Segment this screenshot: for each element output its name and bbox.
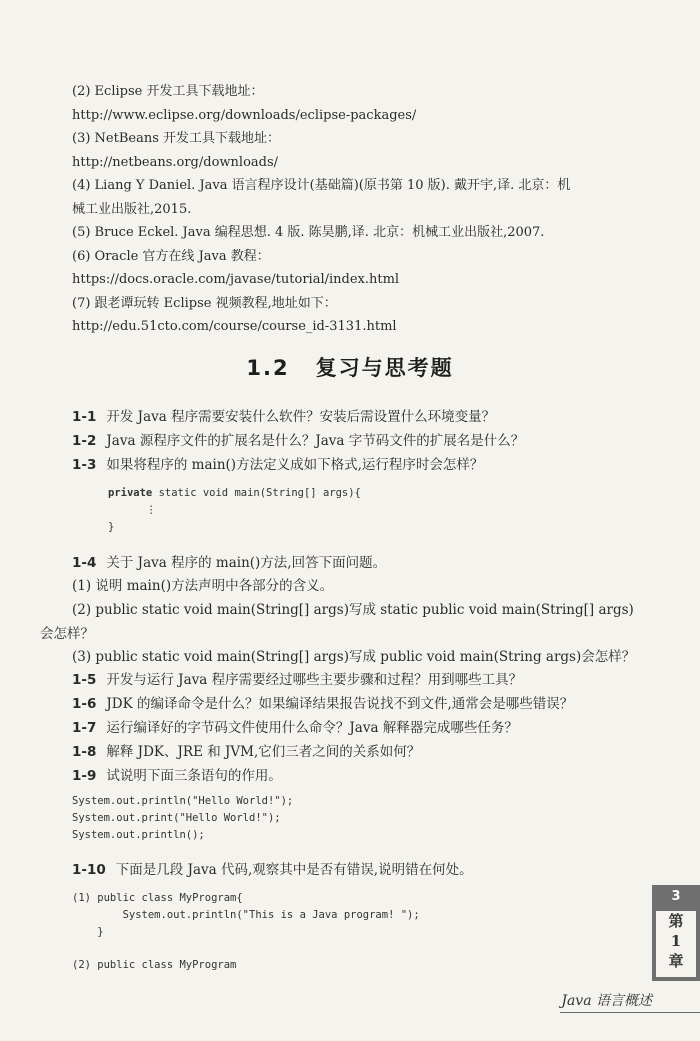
code-line: System.out.println("This is a Java program! "); (72, 909, 420, 921)
chapter-label-char: 第 (668, 912, 684, 930)
question-text: 试说明下面三条语句的作用。 (106, 768, 282, 784)
reference-url: http://www.eclipse.org/downloads/eclipse-packages/ (72, 107, 417, 123)
question-item (72, 668, 522, 688)
code-line: System.out.println("Hello World!"); (72, 795, 294, 807)
question-number: 1-3 (72, 457, 97, 473)
code-block (72, 890, 420, 941)
question-item (72, 764, 282, 784)
footer-rule (560, 1012, 700, 1013)
question-text: Java 源程序文件的扩展名是什么？Java 字节码文件的扩展名是什么？ (106, 433, 525, 449)
section-number: 1.2 (246, 356, 290, 380)
code-line: (1) public class MyProgram{ (72, 892, 243, 904)
question-item (72, 405, 495, 425)
code-keyword: private (108, 487, 153, 499)
running-footer: Java 语言概述 (561, 993, 652, 1009)
question-number: 1-1 (72, 409, 97, 425)
reference-line: 械工业出版社,2015. (72, 201, 192, 217)
question-item (72, 551, 386, 571)
question-number: 1-9 (72, 768, 97, 784)
question-text: JDK 的编译命令是什么？如果编译结果报告说找不到文件,通常会是哪些错误？ (106, 696, 574, 712)
question-text: 关于 Java 程序的 main()方法,回答下面问题。 (106, 555, 387, 571)
reference-line: (4) Liang Y Daniel. Java 语言程序设计(基础篇)(原书第 10 版). 戴开宇,译. 北京：机 (72, 178, 571, 193)
question-number: 1-7 (72, 720, 97, 736)
reference-list (72, 80, 642, 339)
question-item (72, 716, 518, 736)
sub-question: (2) public static void main(String[] args)写成 static public void main(String[] args) (72, 602, 634, 618)
chapter-label (656, 911, 696, 977)
code-line: System.out.print("Hello World!"); (72, 812, 281, 824)
question-item (72, 429, 524, 449)
reference-line: (7) 跟老谭玩转 Eclipse 视频教程,地址如下： (72, 295, 337, 311)
reference-url: https://docs.oracle.com/javase/tutorial/index.html (72, 272, 400, 287)
code-line: System.out.println(); (72, 829, 205, 841)
code-block (72, 793, 293, 844)
question-item (72, 453, 483, 473)
code-line: } (108, 521, 115, 533)
reference-line: (2) Eclipse 开发工具下载地址： (72, 84, 264, 99)
question-number: 1-5 (72, 672, 97, 688)
sub-question-continuation: 会怎样？ (40, 626, 94, 642)
reference-url: http://edu.51cto.com/course/course_id-3131.html (72, 319, 397, 334)
question-text: 运行编译好的字节码文件使用什么命令？Java 解释器完成哪些任务？ (106, 720, 518, 736)
question-text: 解释 JDK、JRE 和 JVM,它们三者之间的关系如何？ (106, 744, 421, 760)
code-line: static void main(String[] args){ (152, 487, 361, 499)
question-number: 1-10 (72, 862, 106, 878)
reference-url: http://netbeans.org/downloads/ (72, 154, 279, 170)
code-line: } (72, 926, 104, 938)
sub-question: (3) public static void main(String[] args)写成 public void main(String args)会怎样？ (72, 649, 636, 665)
question-item (72, 740, 420, 760)
question-text: 开发 Java 程序需要安装什么软件？安装后需设置什么环境变量？ (106, 409, 496, 425)
code-line: ⋮ (108, 504, 157, 516)
question-item (72, 858, 473, 878)
question-text: 如果将程序的 main()方法定义成如下格式,运行程序时会怎样？ (106, 457, 484, 473)
chapter-label-char: 1 (670, 932, 682, 950)
code-block (72, 957, 236, 974)
reference-line: (5) Bruce Eckel. Java 编程思想. 4 版. 陈昊鹏,译. 北京：机械工业出版社,2007. (72, 225, 545, 240)
code-line: (2) public class MyProgram (72, 959, 237, 971)
question-number: 1-8 (72, 744, 97, 760)
question-item (72, 692, 573, 712)
page-number: 3 (671, 889, 681, 904)
question-text: 下面是几段 Java 代码,观察其中是否有错误,说明错在何处。 (115, 862, 473, 878)
question-number: 1-2 (72, 433, 97, 449)
section-heading (0, 352, 700, 382)
question-text: 开发与运行 Java 程序需要经过哪些主要步骤和过程？用到哪些工具？ (106, 672, 523, 688)
reference-line: (6) Oracle 官方在线 Java 教程： (72, 248, 270, 264)
question-number: 1-6 (72, 696, 97, 712)
reference-line: (3) NetBeans 开发工具下载地址： (72, 131, 281, 146)
chapter-label-char: 章 (668, 952, 684, 970)
code-block (108, 485, 361, 536)
chapter-side-tab (652, 885, 700, 981)
section-title: 复习与思考题 (315, 356, 454, 380)
question-number: 1-4 (72, 555, 97, 571)
sub-question: (1) 说明 main()方法声明中各部分的含义。 (72, 578, 334, 594)
